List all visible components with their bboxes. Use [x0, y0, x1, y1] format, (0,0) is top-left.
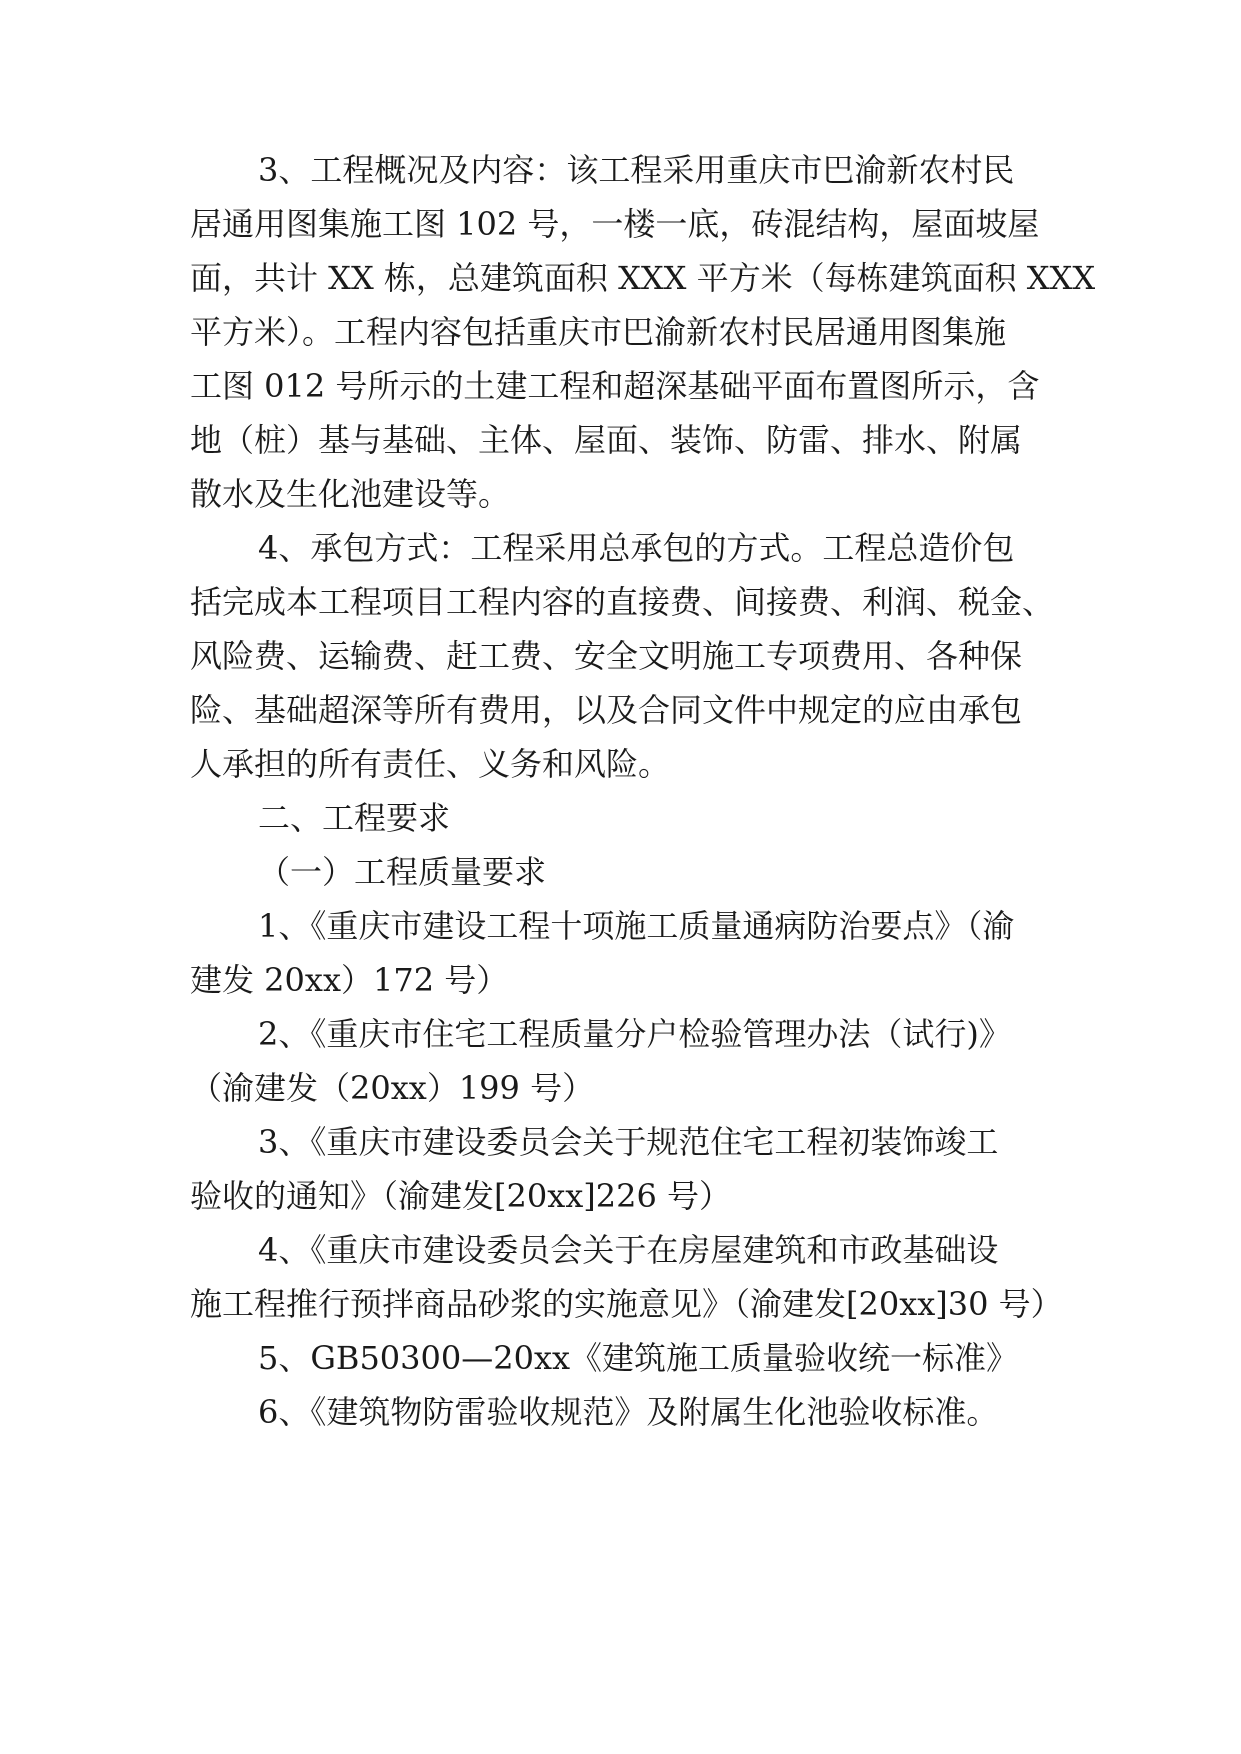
list-item: 6、《建筑物防雷验收规范》及附属生化池验收标准。 [258, 1393, 999, 1431]
text-line: 风险费、运输费、赶工费、安全文明施工专项费用、各种保 [190, 637, 1023, 675]
list-item: 2、《重庆市住宅工程质量分户检验管理办法（试行)》 [258, 1015, 1011, 1053]
text-line: 地（桩）基与基础、主体、屋面、装饰、防雷、排水、附属 [190, 421, 1023, 459]
list-item: 1、《重庆市建设工程十项施工质量通病防治要点》（渝 [258, 907, 1015, 945]
text-line: 居通用图集施工图 102 号，一楼一底，砖混结构，屋面坡屋 [190, 205, 1040, 243]
text-line: 平方米）。工程内容包括重庆市巴渝新农村民居通用图集施 [190, 313, 1007, 351]
list-item: 5、GB50300—20xx《建筑施工质量验收统一标准》 [258, 1339, 1019, 1377]
list-item: 4、《重庆市建设委员会关于在房屋建筑和市政基础设 [258, 1231, 999, 1269]
text-line: 散水及生化池建设等。 [190, 475, 511, 513]
section-heading: 二、工程要求 [258, 799, 451, 837]
list-item: 建发 20xx）172 号） [190, 961, 509, 999]
list-item: 验收的通知》（渝建发[20xx]226 号） [190, 1177, 732, 1215]
subsection-heading: （一）工程质量要求 [258, 853, 547, 891]
text-line: 括完成本工程项目工程内容的直接费、间接费、利润、税金、 [190, 583, 1055, 621]
text-line: 工图 012 号所示的土建工程和超深基础平面布置图所示，含 [190, 367, 1040, 405]
text-line: 3、工程概况及内容：该工程采用重庆市巴渝新农村民 [258, 151, 1015, 189]
text-line: 面，共计 XX 栋，总建筑面积 XXX 平方米（每栋建筑面积 XXX [190, 259, 1096, 297]
list-item: 施工程推行预拌商品砂浆的实施意见》（渝建发[20xx]30 号） [190, 1285, 1063, 1323]
text-line: 人承担的所有责任、义务和风险。 [190, 745, 671, 783]
text-line: 4、承包方式：工程采用总承包的方式。工程总造价包 [258, 529, 1015, 567]
list-item: 3、《重庆市建设委员会关于规范住宅工程初装饰竣工 [258, 1123, 999, 1161]
text-line: 险、基础超深等所有费用，以及合同文件中规定的应由承包 [190, 691, 1023, 729]
list-item: （渝建发（20xx）199 号） [190, 1069, 595, 1107]
